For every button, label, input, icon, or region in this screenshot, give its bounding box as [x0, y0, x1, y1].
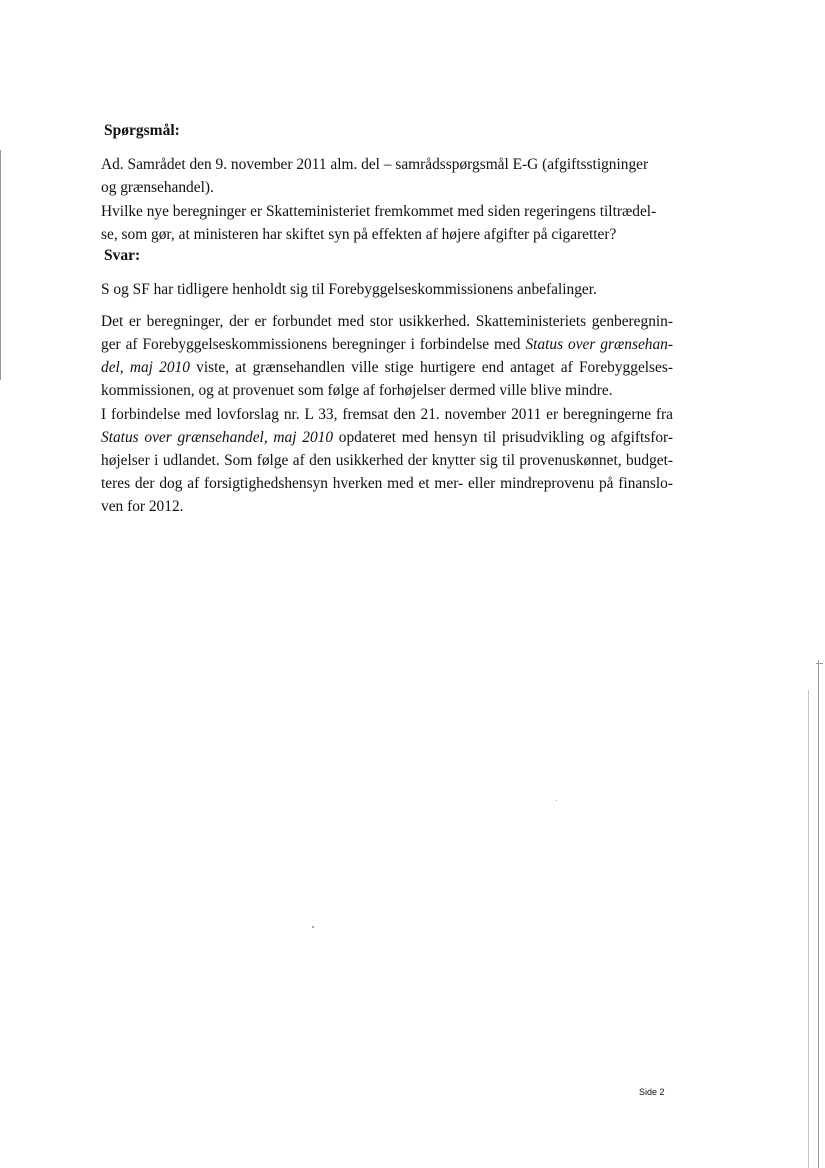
text-line: teres der dog af forsigtighedshensyn hverken med et mer- eller mindreprovenu på finanslo- [101, 475, 673, 492]
answer-paragraph [101, 310, 673, 402]
text-line: og grænsehandel). [101, 179, 214, 196]
text-line: kommissionen, og at provenuet som følge af forhøjelser dermed ville blive mindre. [101, 382, 613, 399]
scan-edge-left [0, 150, 1, 380]
text-line: Hvilke nye beregninger er Skatteministeriet fremkommet med siden regeringens tiltrædel- [101, 203, 657, 220]
text-line: del, maj 2010 viste, at grænsehandlen ville stige hurtigere end antaget af Forebyggelses- [101, 359, 673, 376]
answer-paragraph [101, 278, 673, 301]
text-line: S og SF har tidligere henholdt sig til Forebyggelseskommissionens anbefalinger. [101, 281, 597, 298]
text-line: Status over grænsehandel, maj 2010 opdateret med hensyn til prisudvikling og afgiftsfor- [101, 429, 673, 446]
text-line: højelser i udlandet. Som følge af den usikkerhed der knytter sig til provenuskønnet, budget- [101, 452, 673, 469]
scan-speck [556, 800, 557, 801]
text-line: Det er beregninger, der er forbundet med stor usikkerhed. Skatteministeriets genberegnin- [101, 313, 673, 330]
scan-mark-right [816, 663, 823, 664]
scan-edge-right [818, 660, 819, 1168]
answer-heading: Svar: [104, 247, 141, 264]
question-paragraph [101, 200, 673, 246]
page-number: Side 2 [639, 1087, 665, 1097]
text-line: Ad. Samrådet den 9. november 2011 alm. del – samrådsspørgsmål E-G (afgiftsstigninger [101, 156, 649, 173]
scan-edge-right-2 [808, 690, 809, 1168]
answer-paragraph [101, 403, 673, 518]
scan-speck [312, 926, 314, 928]
question-heading: Spørgsmål: [104, 122, 180, 139]
text-line: ger af Forebyggelseskommissionens beregninger i forbindelse med Status over grænsehan- [101, 336, 673, 353]
text-line: se, som gør, at ministeren har skiftet syn på effekten af højere afgifter på cigaretter? [101, 226, 617, 243]
question-paragraph [101, 153, 673, 199]
text-line: ven for 2012. [101, 498, 184, 515]
text-line: I forbindelse med lovforslag nr. L 33, fremsat den 21. november 2011 er beregningerne fra [101, 406, 673, 423]
